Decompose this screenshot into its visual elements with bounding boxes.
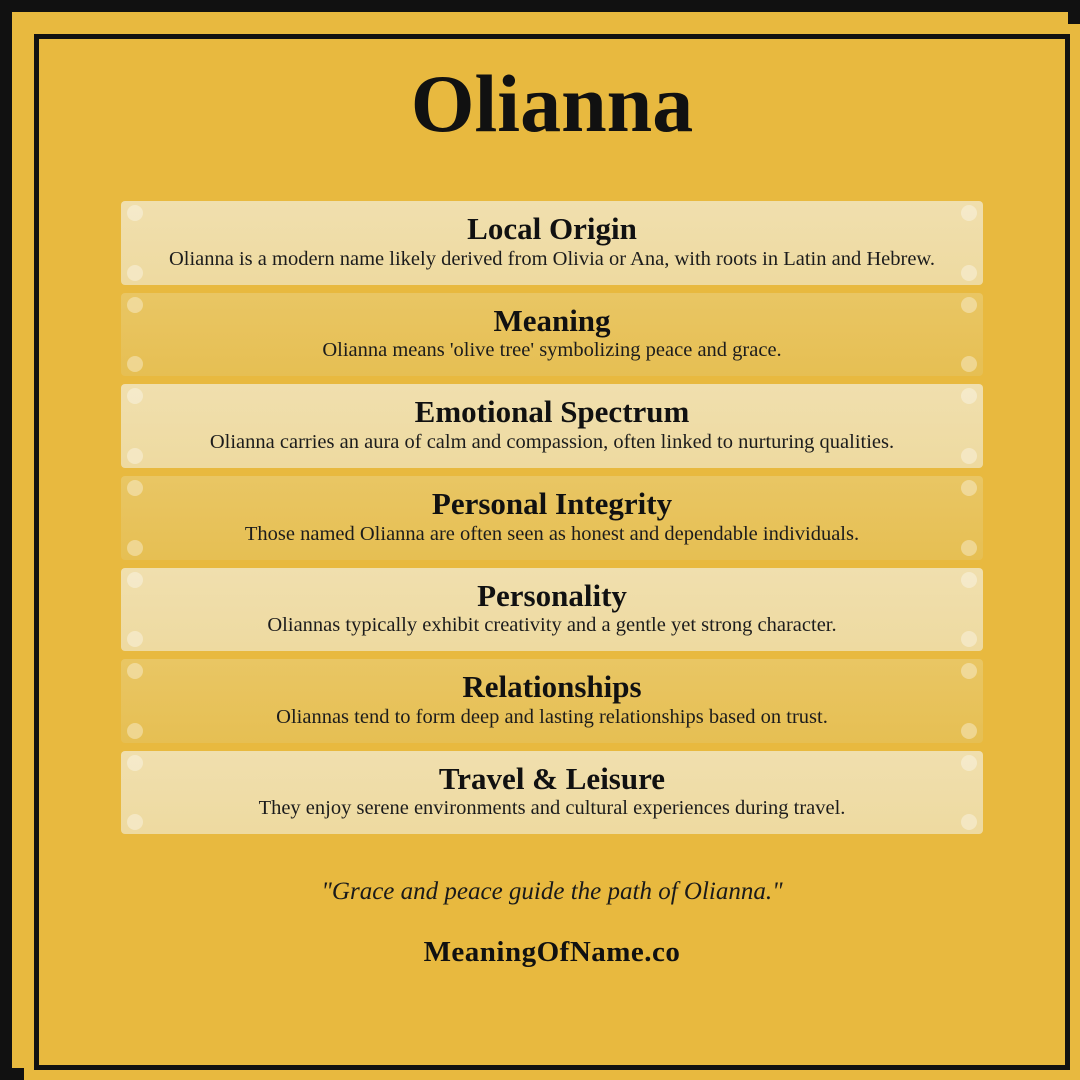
section-card-travel-leisure: [121, 751, 983, 835]
ribbon-notch-icon: [961, 265, 977, 281]
poster-content: [39, 39, 1065, 1065]
section-card-personal-integrity: [121, 476, 983, 560]
section-heading: Local Origin: [467, 211, 637, 247]
section-card-local-origin: [121, 201, 983, 285]
ribbon-notch-icon: [127, 814, 143, 830]
page-title: Olianna: [410, 58, 694, 149]
section-heading: Emotional Spectrum: [414, 394, 690, 430]
ribbon-notch-icon: [961, 540, 977, 556]
section-card-relationships: [121, 659, 983, 743]
section-card-meaning: [121, 293, 983, 377]
section-card-emotional-spectrum: [121, 384, 983, 468]
ribbon-notch-icon: [127, 265, 143, 281]
ribbon-notch-icon: [961, 356, 977, 372]
section-body: Oliannas typically exhibit creativity and a gentle yet strong character.: [267, 614, 837, 637]
section-body: Olianna is a modern name likely derived from Olivia or Ana, with roots in Latin and Hebrew.: [168, 247, 936, 270]
ribbon-notch-icon: [961, 723, 977, 739]
ribbon-notch-icon: [127, 631, 143, 647]
ribbon-notch-icon: [961, 448, 977, 464]
section-body: Oliannas tend to form deep and lasting relationships based on trust.: [276, 705, 828, 728]
section-heading: Relationships: [462, 669, 642, 705]
section-body: Olianna means 'olive tree' symbolizing peace and grace.: [322, 339, 782, 362]
ribbon-notch-icon: [961, 814, 977, 830]
ribbon-notch-icon: [127, 356, 143, 372]
section-body: Those named Olianna are often seen as honest and dependable individuals.: [244, 522, 860, 545]
section-heading: Meaning: [493, 302, 611, 338]
section-card-personality: [121, 568, 983, 652]
ribbon-notch-icon: [127, 448, 143, 464]
section-heading: Travel & Leisure: [438, 760, 666, 796]
sections-list: [121, 201, 983, 834]
footer-quote: "Grace and peace guide the path of Olianna.": [321, 878, 783, 906]
ribbon-notch-icon: [127, 540, 143, 556]
section-heading: Personality: [477, 577, 627, 613]
footer-brand: MeaningOfName.co: [423, 936, 681, 969]
section-body: Olianna carries an aura of calm and compassion, often linked to nurturing qualities.: [209, 431, 895, 454]
section-body: They enjoy serene environments and cultural experiences during travel.: [258, 797, 846, 820]
section-heading: Personal Integrity: [431, 485, 673, 521]
ribbon-notch-icon: [961, 631, 977, 647]
ribbon-notch-icon: [127, 723, 143, 739]
poster-footer: [321, 878, 782, 969]
